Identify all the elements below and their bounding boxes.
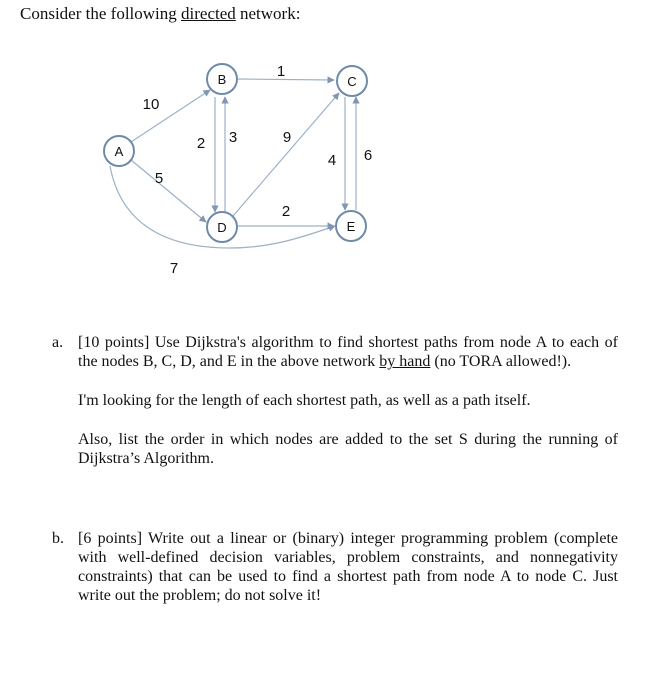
question-a-paragraph-3: Also, list the order in which nodes are added to the set S during the running of Dijkstra’s Algorithm. [78,431,618,467]
weight-b-c: 1 [276,63,286,80]
weight-d-b: 3 [228,129,238,146]
node-c-label: C [347,74,357,89]
edge-a-d [131,160,206,222]
weight-b-d: 2 [196,135,206,152]
question-a-paragraph-1 [78,333,618,371]
question-a-marker: a. [52,334,64,351]
node-d-label: D [217,220,227,235]
weight-a-d: 5 [154,170,164,187]
weight-e-c: 6 [363,147,373,164]
edge-b-c [238,79,334,80]
question-a-text-2: (no TORA allowed!). [430,353,572,370]
weight-a-e: 7 [169,260,179,277]
weight-a-b: 10 [142,96,160,113]
question-a-underlined: by hand [379,353,431,370]
question-b-paragraph: [6 points] Write out a linear or (binary) integer programming problem (complete with well-defined decision variables, problem constraints, and nonnegativity constraints) that can be used to find a shortest path from node A to node C. Just write out the problem; do not solve it! [78,530,618,604]
edge-d-c [233,93,339,216]
node-a-label: A [114,144,124,159]
node-e-label: E [346,219,356,234]
question-b-marker: b. [52,530,64,547]
node-b-label: B [217,72,227,87]
question-b [52,529,618,605]
weight-d-e: 2 [281,203,291,220]
weight-c-e: 4 [327,152,337,169]
intro-underlined-word: directed [181,4,236,23]
intro-prefix: Consider the following [20,4,182,23]
question-a-text-1: [10 points] Use Dijkstra's algorithm to find shortest paths from node A to each of the nodes B, C, D, and E in the above network [78,334,618,370]
network-diagram [0,0,672,300]
question-a-paragraph-2: I'm looking for the length of each shortest path, as well as a path itself. [78,392,531,409]
question-a [52,333,618,468]
intro-suffix: network: [235,4,301,23]
weight-d-c: 9 [282,129,292,146]
